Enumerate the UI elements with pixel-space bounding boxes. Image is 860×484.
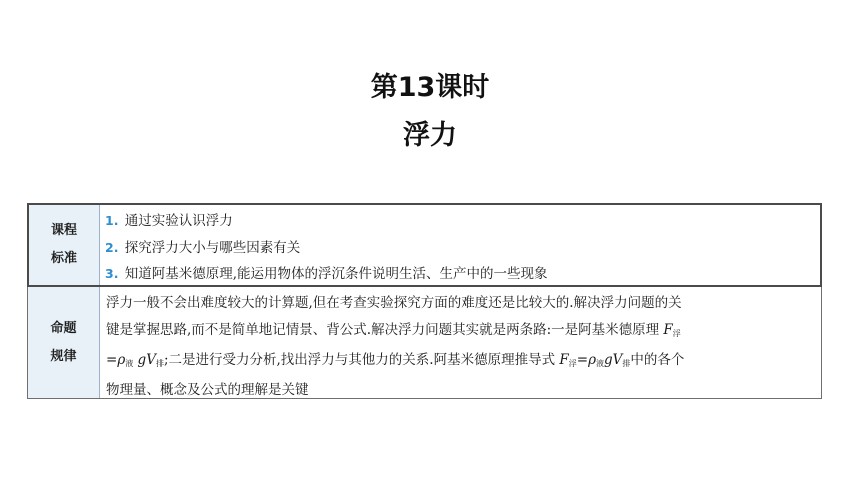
formula-equals: = [106,352,118,368]
law-line-2-text: 键是掌握思路,而不是简单地记情景、背公式.解决浮力问题其实就是两条路:一是阿基米德原理 [106,322,664,338]
law-line-2 [106,317,813,347]
formula-f-symbol: F [663,322,673,338]
formula2-v-symbol: V [612,352,623,368]
formula2-f [559,352,576,368]
formula2-rho-symbol: ρ [588,352,596,368]
standard-label-line1: 课程 [50,223,77,238]
standard-item [105,261,820,288]
standard-label-cell [29,205,100,285]
formula2-rho-subscript: 液 [596,359,604,368]
formula-v [146,352,164,368]
law-label [49,315,79,371]
law-content [100,287,821,398]
standard-label [49,217,79,273]
formula2-f-symbol: F [559,352,569,368]
lesson-title: 浮力 [403,120,457,151]
lesson-number: 第13课时 [370,72,490,103]
standard-item-text: 通过实验认识浮力 [124,213,233,229]
law-line-3 [106,347,813,377]
standard-item [105,235,820,262]
formula2-v-subscript: 排 [622,359,631,368]
standard-item-number: 1. [105,213,119,228]
formula2-f-subscript: 浮 [568,359,577,368]
law-line-1: 浮力一般不会出难度较大的计算题,但在考查实验探究方面的难度还是比较大的.解决浮力问题的关 [106,295,682,311]
standard-item-text: 知道阿基米德原理,能运用物体的浮沉条件说明生活、生产中的一些现象 [124,266,548,282]
standard-item-number: 2. [105,239,119,255]
formula-g: g [137,352,147,368]
law-label-line2: 规律 [50,348,77,364]
formula-v-subscript: 排 [155,359,164,368]
law-label-cell [28,287,100,398]
title-block [0,70,860,154]
formula2-equals: = [576,352,589,368]
law-line-3-text-a: ;二是进行受力分析,找出浮力与其他力的关系.阿基米德原理推导式 [163,352,560,368]
standard-content [100,205,820,285]
standard-label-line2: 标准 [50,251,77,266]
law-line-3-text-b: 中的各个 [630,352,685,368]
formula-f-subscript: 浮 [672,329,681,338]
formula-f [663,322,680,338]
law-paragraph [105,290,821,404]
formula-v-symbol: V [146,352,156,368]
formula-rho [117,352,133,368]
formula2-v [613,352,631,368]
standard-item-number: 3. [105,266,119,281]
formula2-g: g [604,352,613,368]
law-row [27,287,822,399]
standard-item-text: 探究浮力大小与哪些因素有关 [124,239,301,256]
formula-rho-symbol: ρ [117,352,126,368]
info-table [27,203,822,399]
law-label-line1: 命题 [50,320,77,336]
formula-rho-subscript: 液 [125,359,134,368]
formula2-rho [588,352,604,368]
law-line-4: 物理量、概念及公式的理解是关键 [106,382,309,398]
standard-row [27,203,822,287]
standard-item [105,208,820,235]
